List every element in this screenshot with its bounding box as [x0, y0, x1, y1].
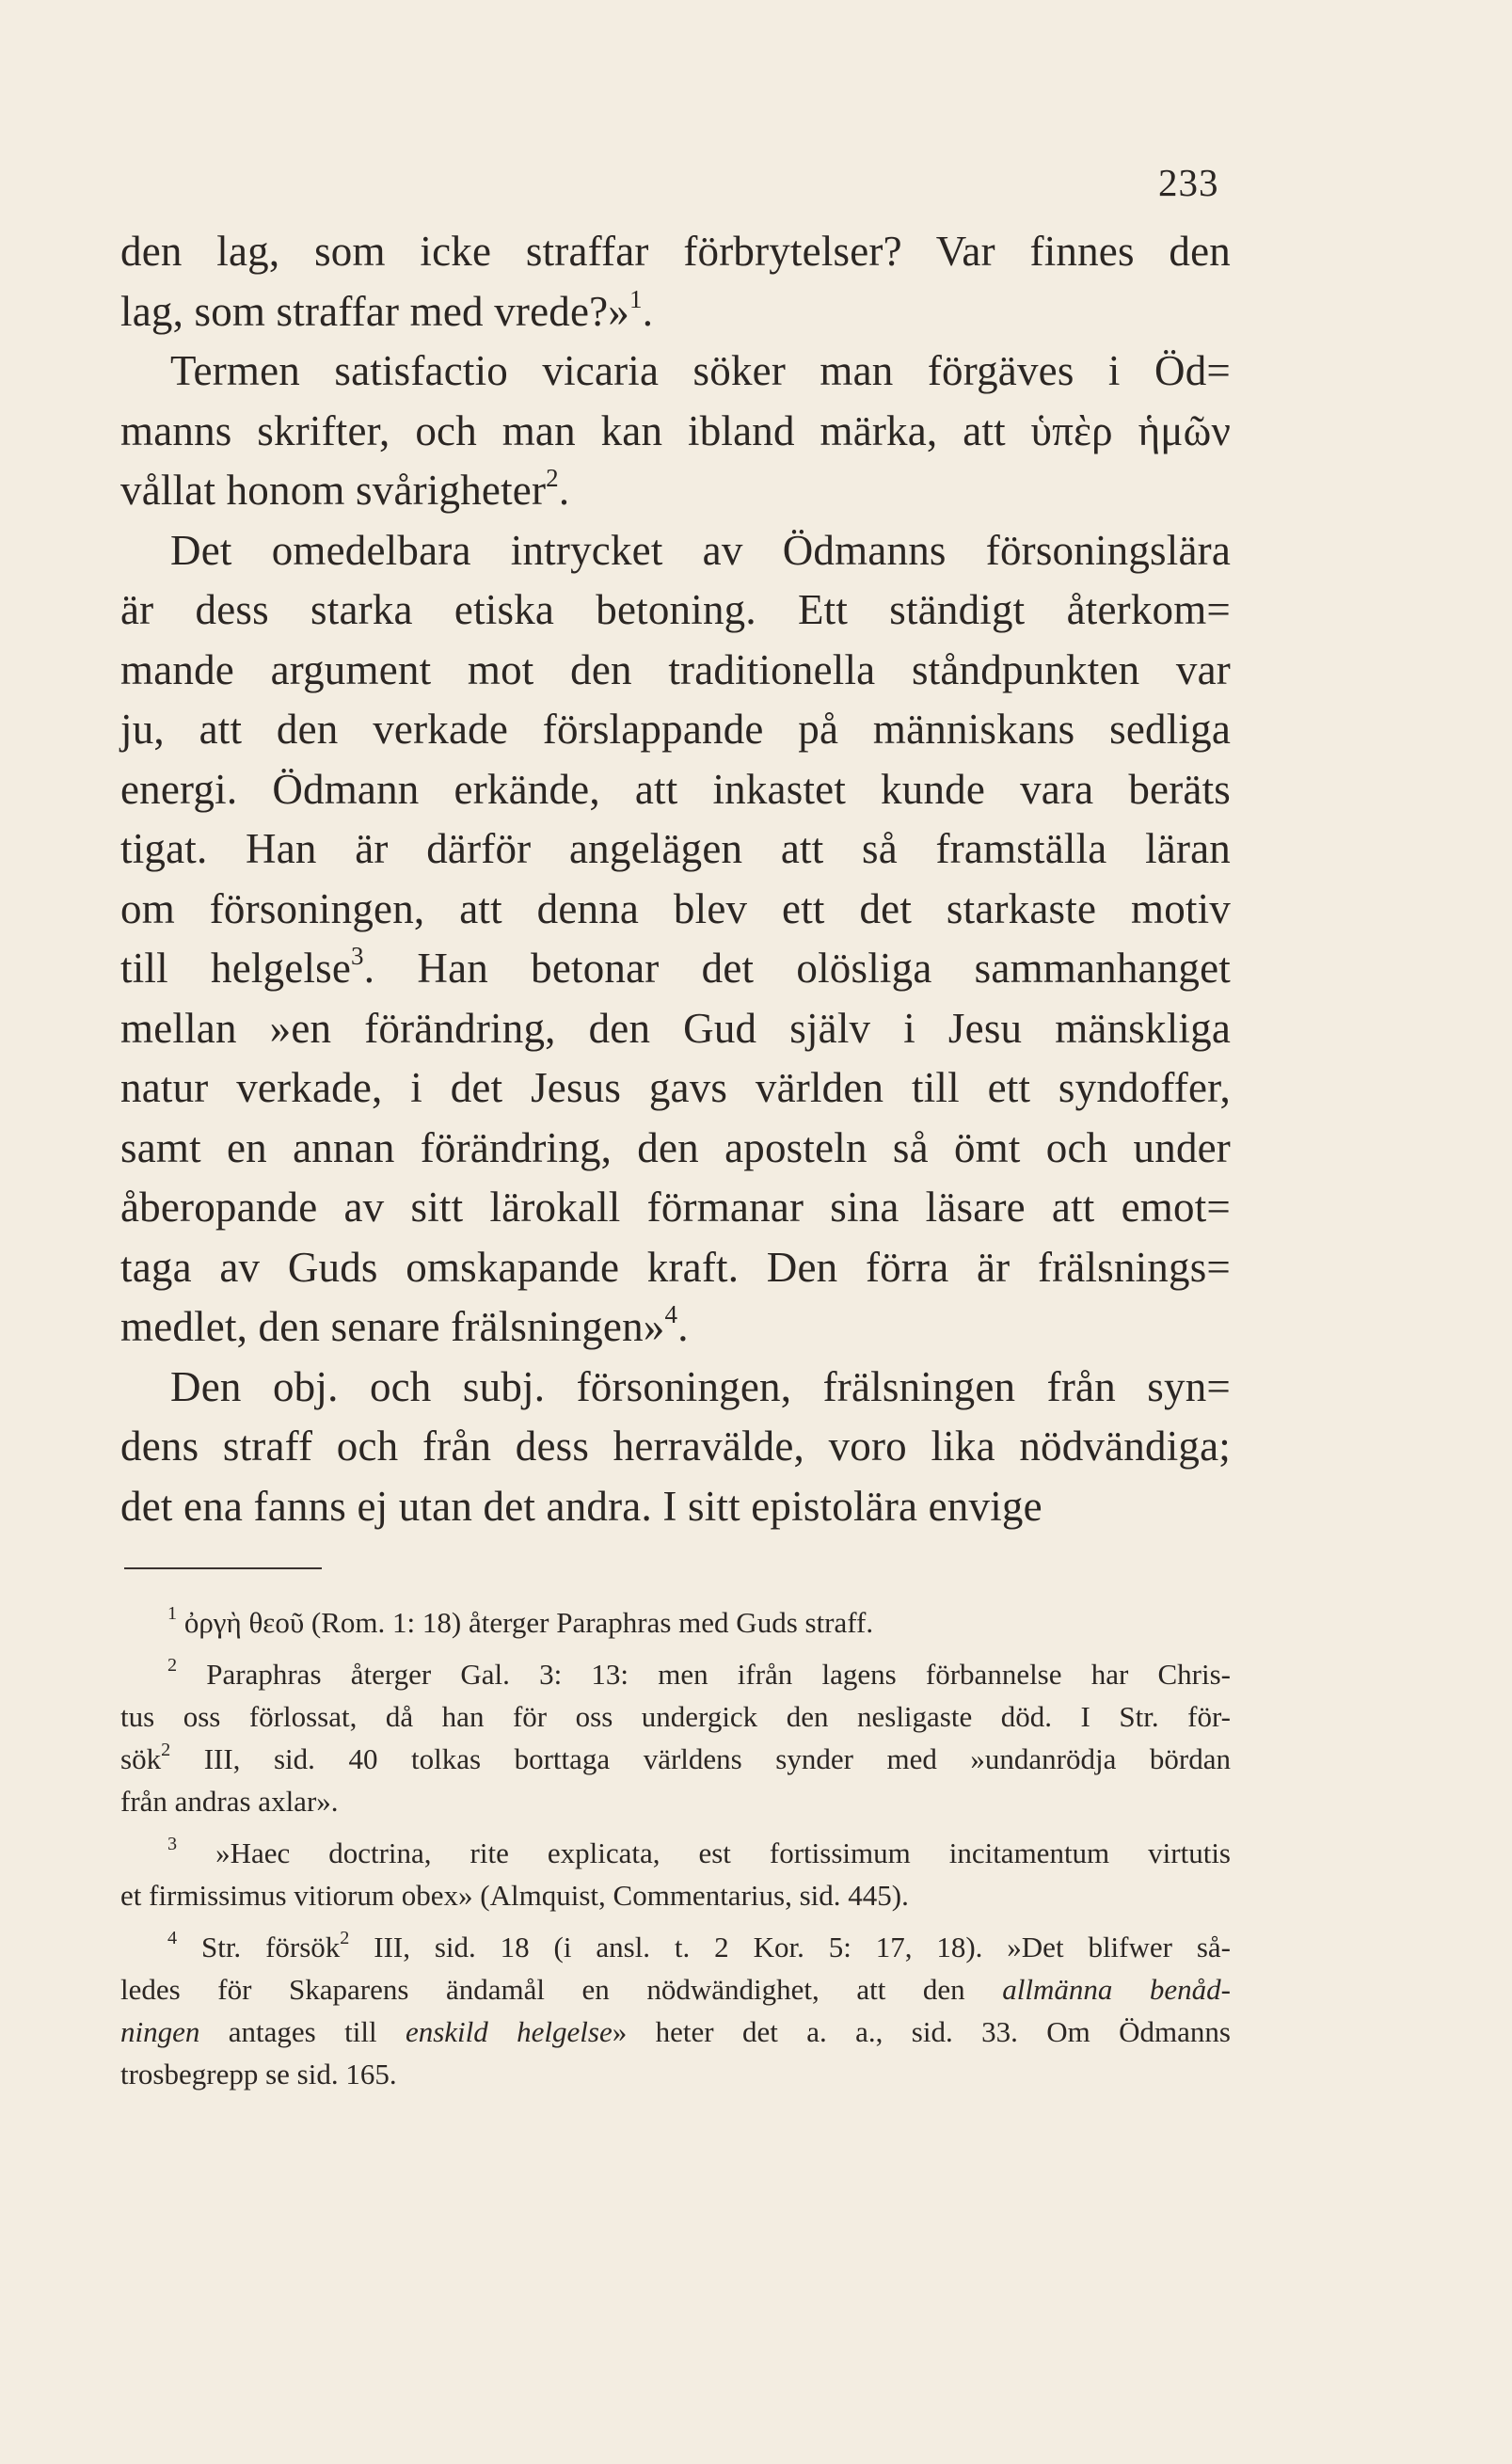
- footnote-line: sök$^2$ III, sid. 40 tolkas borttaga världens synder med »undanrödja bördan: [120, 1739, 1231, 1775]
- body-line: mande argument mot den traditionella ståndpunkten var: [120, 645, 1231, 693]
- footnote-marker: 3: [167, 1833, 178, 1854]
- body-line: är dess starka etiska betoning. Ett ständigt återkom=: [120, 586, 1231, 633]
- footnote-line: ledes för Skaparens ändamål en nödwändighet, att den allmänna benåd-: [120, 1973, 1232, 2006]
- body-line: ju, att den verkade förslappande på människans sedliga: [120, 706, 1231, 753]
- body-line: natur verkade, i det Jesus gavs världen till ett syndoffer,: [120, 1064, 1231, 1111]
- body-line: mellan »en förändring, den Gud själv i Jesu mänskliga: [120, 1004, 1231, 1052]
- footnote-marker: 2: [161, 1739, 171, 1760]
- footnote-line: $^1$ ὀργὴ θεοῦ (Rom. 1: 18) återger Paraphras med Guds straff.: [167, 1602, 874, 1639]
- footnote-marker: 3: [351, 942, 364, 971]
- body-line: vållat honom svårigheter$^2$.: [120, 464, 570, 514]
- body-line: dens straff och från dess herravälde, voro lika nödvändiga;: [120, 1423, 1231, 1470]
- footnote-line: tus oss förlossat, då han för oss undergick den nesligaste död. I Str. för-: [120, 1700, 1231, 1733]
- body-line: om försoningen, att denna blev ett det starkaste motiv: [120, 884, 1231, 932]
- footnote-marker: 4: [664, 1300, 678, 1329]
- body-line: Det omedelbara intrycket av Ödmanns försoningslära: [170, 526, 1231, 574]
- footnote-line: $^4$ Str. försök$^2$ III, sid. 18 (i ansl. t. 2 Kor. 5: 17, 18). »Det blifwer så-: [167, 1927, 1231, 1963]
- body-text: [120, 222, 1231, 1536]
- footnote-rule: [124, 1567, 322, 1569]
- body-line: Termen satisfactio vicaria söker man förgäves i Öd=: [170, 347, 1231, 394]
- footnote-marker: 2: [340, 1927, 350, 1948]
- body-line: Den obj. och subj. försoningen, frälsningen från syn=: [170, 1362, 1231, 1410]
- body-line: till helgelse$^3$. Han betonar det olösliga sammanhanget: [120, 942, 1231, 992]
- footnote-line: från andras axlar».: [120, 1785, 339, 1818]
- footnote-marker: 2: [546, 464, 559, 493]
- body-line: manns skrifter, och man kan ibland märka, att ὑπὲρ ἡμῶν: [120, 406, 1231, 454]
- body-line: tigat. Han är därför angelägen att så framställa läran: [120, 825, 1231, 872]
- footnote-line: ningen antages till enskild helgelse» heter det a. a., sid. 33. Om Ödmanns: [120, 2015, 1231, 2048]
- body-line: samt en annan förändring, den aposteln så ömt och under: [120, 1123, 1231, 1171]
- footnote-line: trosbegrepp se sid. 165.: [120, 2058, 397, 2090]
- page-number: 233: [1158, 161, 1219, 204]
- footnote-marker: 4: [167, 1927, 178, 1948]
- body-line: energi. Ödmann erkände, att inkastet kunde vara beräts: [120, 765, 1231, 813]
- body-line: medlet, den senare frälsningen»$^4$.: [120, 1300, 689, 1350]
- body-line: lag, som straffar med vrede?»$^1$.: [120, 284, 654, 335]
- footnote-marker: 2: [167, 1654, 178, 1676]
- body-line: taga av Guds omskapande kraft. Den förra är frälsnings=: [120, 1243, 1231, 1291]
- footnote-line: et firmissimus vitiorum obex» (Almquist, Commentarius, sid. 445).: [120, 1879, 909, 1912]
- body-line: den lag, som icke straffar förbrytelser? Var finnes den: [120, 228, 1231, 275]
- body-line: det ena fanns ej utan det andra. I sitt epistolära envige: [120, 1482, 1042, 1530]
- footnote-line: $^3$ »Haec doctrina, rite explicata, est fortissimum incitamentum virtutis: [167, 1833, 1231, 1869]
- footnote-marker: 1: [167, 1602, 178, 1624]
- footnote-line: $^2$ Paraphras återger Gal. 3: 13: men ifrån lagens förbannelse har Chris-: [167, 1654, 1231, 1691]
- footnote-marker: 1: [629, 284, 643, 313]
- body-line: åberopande av sitt lärokall förmanar sina läsare att emot=: [120, 1184, 1231, 1231]
- footnotes: [120, 1601, 1231, 2095]
